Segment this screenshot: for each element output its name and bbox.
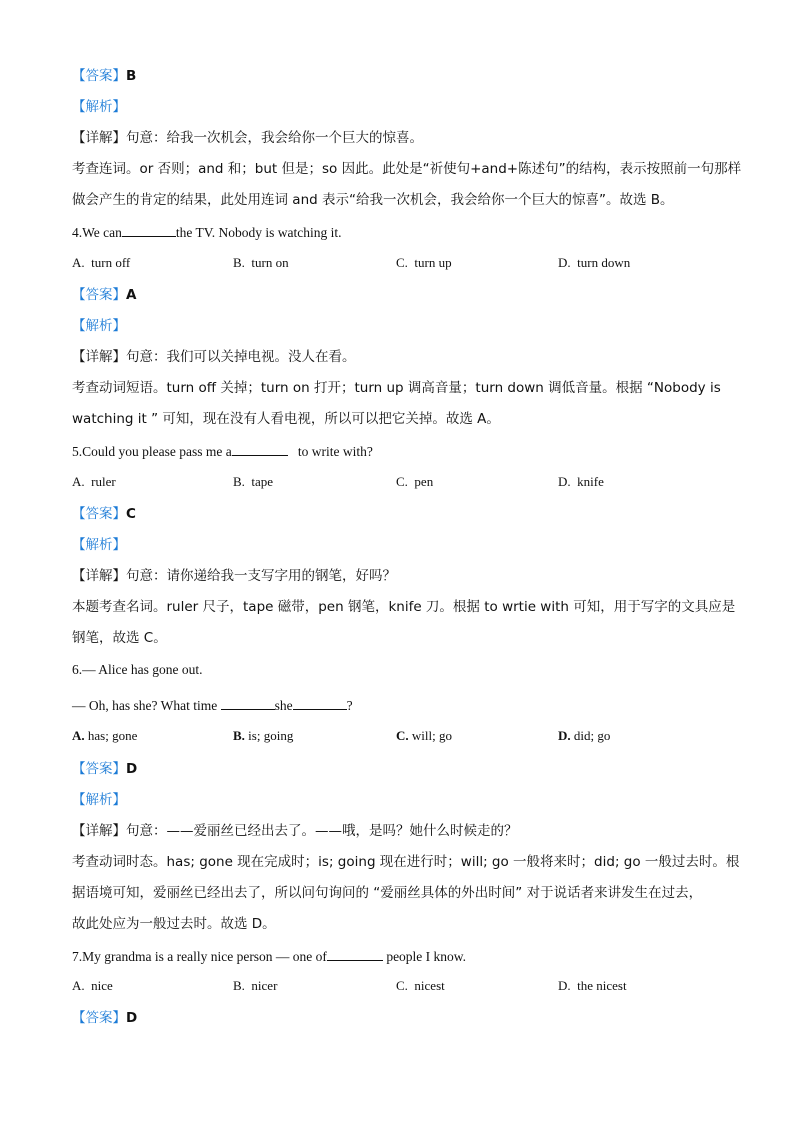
q5-stem [72,441,754,462]
q6-option-d: D. did; go [558,728,611,743]
analysis-tag: 【解析】 [72,99,126,115]
q3-explain-2: 做会产生的肯定的结果，此处用连词 and 表示“给我一次机会，我会给你一个巨大的惊喜”。故选 B。 [72,192,674,208]
q4-explain-2: watching it ” 可知，现在没有人看电视，所以可以把它关掉。故选 A。 [72,411,500,427]
q5-blank [232,441,288,456]
q4-option-c: C. turn up [396,255,452,270]
q7-option-b: B. nicer [233,978,278,993]
q4-answer: A [126,287,137,303]
q5-detail: 句意：请你递给我一支写字用的钢笔，好吗？ [126,568,396,584]
q6-stem-1 [72,660,754,680]
answer-tag: 【答案】 [72,68,126,84]
q3-explain-1: 考查连词。or 否则；and 和；but 但是；so 因此。此处是“祈使句+and+陈述句”的结构，表示按照前一句那样 [72,161,742,177]
q7-option-d: D. the nicest [558,978,627,993]
q6-explain-2: 据语境可知，爱丽丝已经出去了，所以问句询问的 “爱丽丝具体的外出时间” 对于说话者来讲发生在过去， [72,885,703,901]
q3-analysis-line [72,97,754,117]
q3-detail-line [72,128,754,148]
q4-blank [122,222,176,237]
answer-tag: 【答案】 [72,506,126,522]
q6-blank-1 [221,695,275,710]
q6-detail-line [72,821,754,841]
answer-tag: 【答案】 [72,287,126,303]
q7-answer-line [72,1008,754,1028]
q4-option-a: A. turn off [72,255,131,270]
q5-option-b: B. tape [233,474,274,489]
q4-analysis-line [72,316,754,336]
q4-text-a: We can [82,225,122,240]
q6-option-b: B. is; going [233,728,294,743]
q7-number: 7. [72,949,83,964]
q5-answer: C [126,506,136,522]
q5-text-a: Could you please pass me a [82,444,232,459]
q4-explain-1: 考查动词短语。turn off 关掉；turn on 打开；turn up 调高音量；turn down 调低音量。根据 “Nobody is [72,380,721,396]
detail-tag: 【详解】 [72,568,126,584]
q5-option-a: A. ruler [72,474,116,489]
q6-number: 6. [72,662,83,677]
q6-option-a: A. has; gone [72,728,138,743]
q5-text-b: to write with? [297,444,373,459]
q5-detail-line [72,566,754,586]
q6-line2-c: ? [346,698,353,713]
q6-explain-1: 考查动词时态。has; gone 现在完成时；is; going 现在进行时；will; go 一般将来时；did; go 一般过去时。根 [72,854,740,870]
detail-tag: 【详解】 [72,130,126,146]
q6-analysis-line [72,790,754,810]
q6-answer: D [126,761,138,777]
analysis-tag: 【解析】 [72,318,126,334]
q3-answer-line [72,66,754,86]
q7-option-c: C. nicest [396,978,445,993]
q3-detail: 句意：给我一次机会，我会给你一个巨大的惊喜。 [126,130,423,146]
detail-tag: 【详解】 [72,349,126,365]
q5-explain-2: 钢笔，故选 C。 [72,630,167,646]
q4-detail-line [72,347,754,367]
q7-answer: D [126,1010,138,1026]
q5-analysis-line [72,535,754,555]
q6-option-c: C. will; go [396,728,452,743]
q7-blank [327,946,383,961]
answer-tag: 【答案】 [72,761,126,777]
q4-option-b: B. turn on [233,255,289,270]
analysis-tag: 【解析】 [72,792,126,808]
q6-explain-3: 故此处应为一般过去时。故选 D。 [72,916,276,932]
q4-option-d: D. turn down [558,255,631,270]
q3-answer: B [126,68,137,84]
answer-tag: 【答案】 [72,1010,126,1026]
q6-answer-line [72,759,754,779]
q4-answer-line [72,285,754,305]
q5-number: 5. [72,444,83,459]
detail-tag: 【详解】 [72,823,126,839]
q7-stem [72,946,754,967]
q5-option-c: C. pen [396,474,434,489]
q4-text-b: the TV. Nobody is watching it. [175,225,342,240]
q4-stem [72,222,754,243]
q7-text-a: My grandma is a really nice person — one of [82,949,327,964]
q6-blank-2 [293,695,347,710]
q6-line1: — Alice has gone out. [82,662,203,677]
q5-explain-1: 本题考查名词。ruler 尺子，tape 磁带，pen 钢笔，knife 刀。根据 to wrtie with 可知，用于写字的文具应是 [72,599,736,615]
analysis-tag: 【解析】 [72,537,126,553]
q6-line2-b: she [274,698,293,713]
q6-line2-a: — Oh, has she? What time [72,698,218,713]
q4-detail: 句意：我们可以关掉电视。没人在看。 [126,349,356,365]
q6-stem-2 [72,695,754,716]
q7-text-b: people I know. [386,949,467,964]
q5-option-d: D. knife [558,474,604,489]
q4-number: 4. [72,225,83,240]
q5-answer-line [72,504,754,524]
q7-option-a: A. nice [72,978,113,993]
q6-detail: 句意：——爱丽丝已经出去了。——哦，是吗？她什么时候走的？ [126,823,518,839]
